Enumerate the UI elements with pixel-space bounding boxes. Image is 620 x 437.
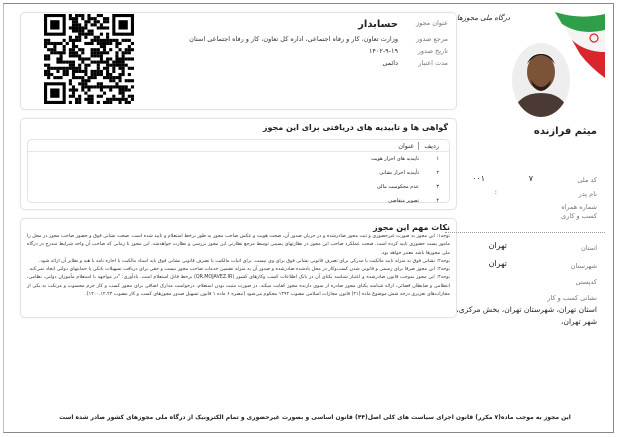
- validity-label: مدت اعتبار: [418, 59, 448, 67]
- note-1: توجه۱: این مجوز به صورت غیرحضوری و ثبت محور صادرشده و در جریان صدور آن، صحت هویت و عکس صاحب مجوز به طور برخط استعلام و تایید شده است. صحت نشانی فوق و حضور صاحب مجوز در محل را مامور پست حضوری تایید کرده است. صحت عملکرد صاحب این مجوز در نظارتهای پسینی توسط مرجع نظارتی این مجوز بررسی و نظارت خواهدشد. این مجوز تا زمانی که صاحب آن واجد شرایط مندرج در درگاه ملی مجوزها باشد معتبر خواهد بود.: [27, 234, 450, 256]
- certificates-heading: گواهی ها و تاییدیه های دریافتی برای این مجوز: [262, 123, 448, 132]
- national-code-label: کد ملی: [577, 176, 597, 184]
- certificates-card: [20, 118, 457, 210]
- issuer-label: مرجع صدور: [416, 35, 448, 43]
- license-title: حسابدار: [358, 19, 398, 30]
- table-row: [28, 152, 449, 166]
- table-row: [28, 166, 449, 180]
- father-label: نام پدر: [578, 190, 597, 198]
- col-index: ردیف: [424, 141, 439, 150]
- notes-card: [20, 218, 457, 318]
- issuer: وزارت تعاون، کار و رفاه اجتماعی، اداره کل تعاون، کار و رفاه اجتماعی استان: [189, 35, 398, 43]
- row-index: ۲: [436, 170, 439, 176]
- province-label: استان: [581, 244, 597, 252]
- row-index: ۴: [436, 198, 439, 204]
- postal-code-label: کدپستی: [575, 278, 597, 286]
- row-title: تاییدیه های احراز هویت: [371, 156, 419, 162]
- national-code-mid: ۷: [528, 174, 533, 183]
- address: استان تهران، شهرستان تهران، بخش مرکزی، شهر تهران،: [456, 305, 597, 326]
- date-label: تاریخ صدور: [417, 47, 448, 55]
- table-row: [28, 194, 449, 208]
- qr-code: [44, 14, 134, 104]
- row-index: ۳: [436, 184, 439, 190]
- footer-note: این مجوز به موجب ماده(۷ مکرر) قانون اجرای سیاست های کلی اصل(۴۴) قانون اساسی و بصورت غیرحضوری و تمام الکترونیک از درگاه ملی مجوزهای کشور صادر شده است: [59, 414, 571, 421]
- note-4: توجه۴: این مجوز بموجب قانون صادرشده و اعتبار شناسه یکتای آن در بانک اطلاعات کسب وکارهای کشور (QR.MOJAVEZ.IR) برخط قابل استعلام است. یادآوری: "در مواجهه با استعلام مأموران دولتی، نظامی، انتظامی و ضابطان قضائی، ارائه شناسه یکتای مجوز صادره از سوی دارنده مجوز کفایت میکند. در صورت مثبت بودن استعلام، درخواست مدارک اضافی برای مجوز کسب و کار جرم محسوب و مرتکب به یکی از مجازات‌های تعزیری درجه شش موضوع ماده (۲۱) قانون مجازات اسلامی مصوب ۱۳۹۲ محکوم می‌شود (تبصره ۶ ماده ۱ قانون تسهیل صدور مجوزهای کسب و کار مصوب ۱۴۰۰.۱۲.۲۴).: [27, 275, 450, 298]
- note-2: توجه۲: نشانی فوق به منزله تایید مالکیت یا مدرکی برای تصرف قانونی نشانی فوق برای وی نیست. برای اثبات مالکیت یا تصرف قانونی نشانی فوق باید اسناد مالکیت یا اجاره نامه یا هبه و نظایر آن ارائه شود.: [39, 258, 450, 264]
- col-title: عنوان: [398, 142, 419, 150]
- title-label: عنوان مجوز: [415, 19, 448, 27]
- row-title: تصویر متقاضی: [388, 198, 419, 204]
- holder-name: میثم فرازنده: [533, 126, 597, 137]
- issue-date: ۱۴۰۲-۹-۱۹: [368, 47, 398, 55]
- portal-logo: درگاه ملی مجوزها: [456, 14, 510, 22]
- note-3: توجه۳: این مجوز صرفا برای رسمی و قانونی شدن کسب‌وکار در محل یادشده صادرشده و صدور آن به منزله تضمین خدمات صاحب مجوز نیست و حقی برای دریافت تسهیلات بانکی یا حمایتهای دولتی ایجاد نمی‌کند.: [28, 267, 450, 273]
- certificates-table: [27, 139, 450, 203]
- table-row: [28, 180, 449, 194]
- holder-photo: [511, 38, 571, 118]
- county-label: شهرستان: [570, 262, 597, 270]
- father-value: :: [494, 188, 497, 196]
- mobile-label: شماره همراه کسب و کاری: [561, 203, 597, 220]
- row-title: عدم محکومیت مالی: [376, 184, 419, 190]
- province: تهران: [488, 241, 507, 250]
- validity: دائمی: [382, 59, 398, 67]
- county: تهران: [488, 259, 507, 268]
- row-index: ۱: [436, 156, 439, 162]
- divider: [445, 232, 605, 233]
- national-code-end: ۰۰۱: [472, 174, 485, 183]
- notes-heading: نکات مهم این مجوز: [373, 223, 450, 232]
- row-title: تأییدیه احراز نشانی: [379, 170, 419, 176]
- address-label: نشانی کسب و کار: [547, 294, 597, 302]
